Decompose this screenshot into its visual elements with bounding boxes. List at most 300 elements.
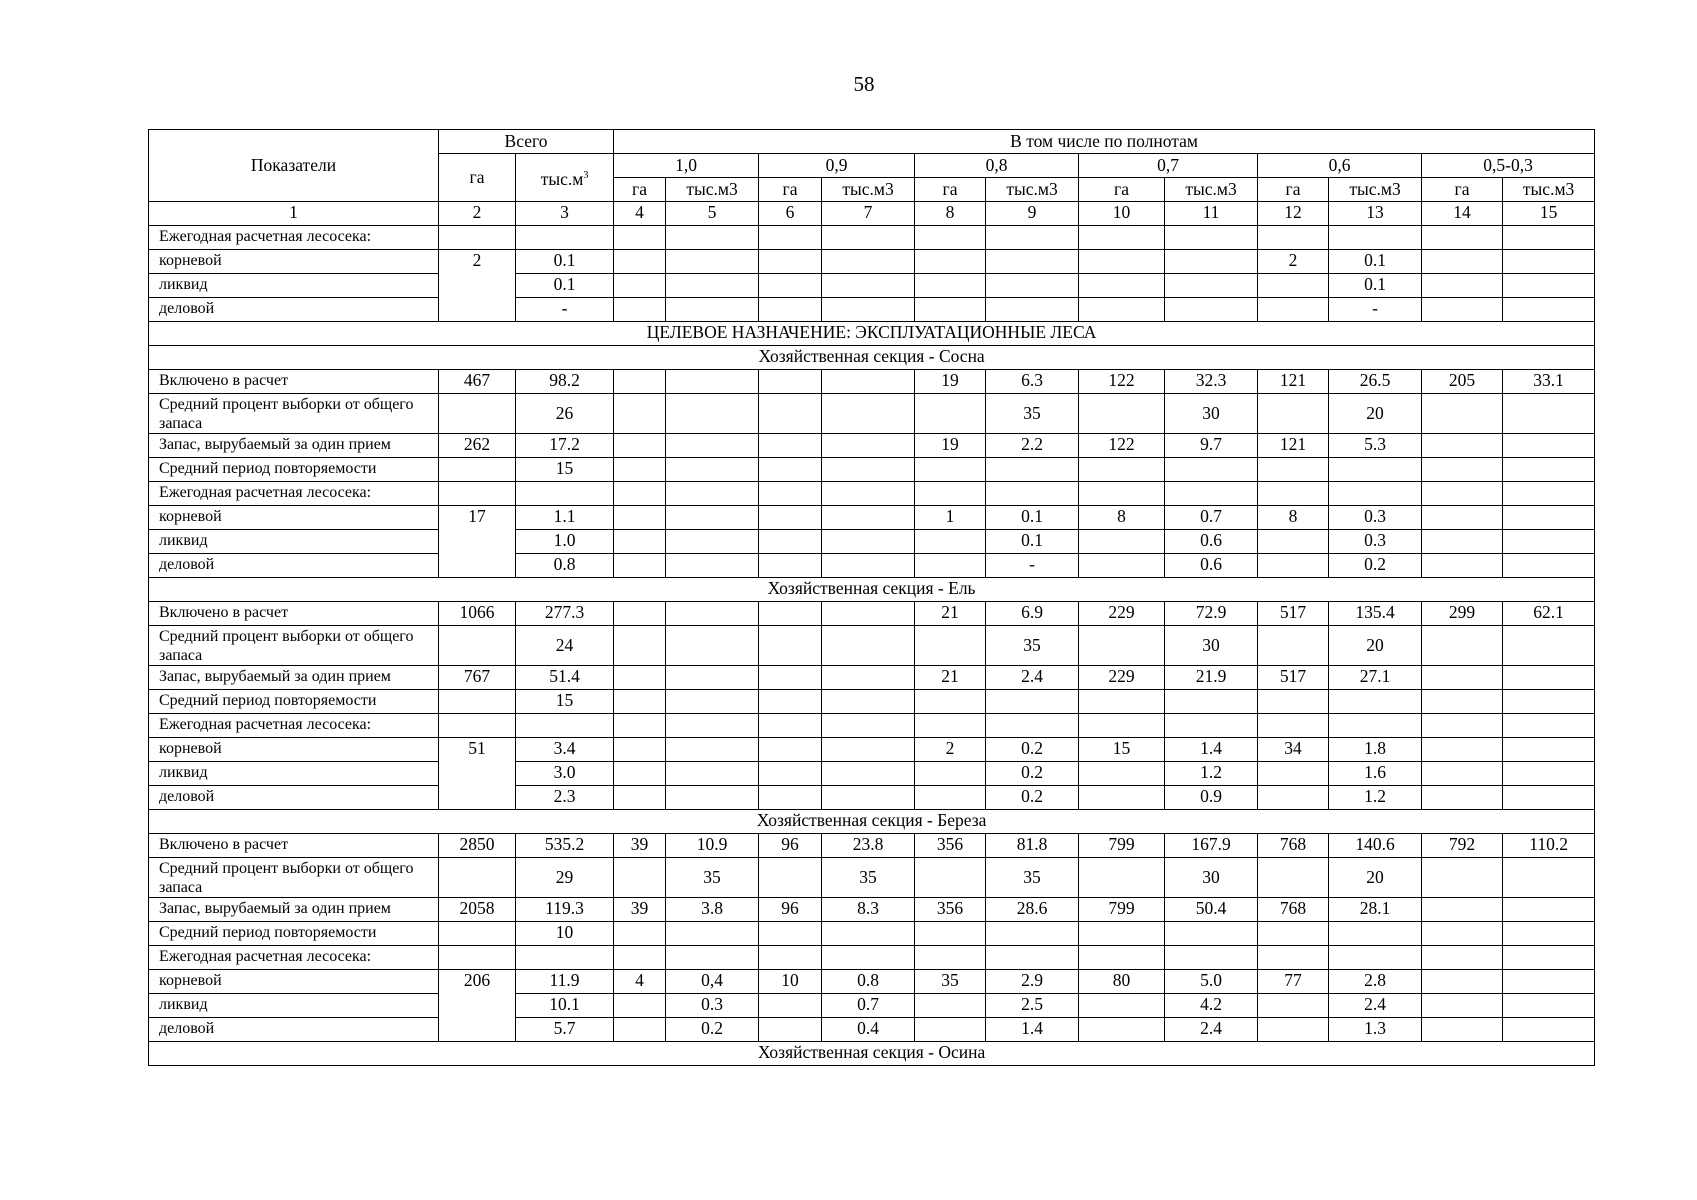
table-cell [1329,946,1422,970]
header-sub-ha: га [759,178,822,202]
table-cell: 2058 [439,898,516,922]
table-cell [1258,554,1329,578]
table-cell: 23.8 [822,834,915,858]
row-label: Средний процент выборки от общего запаса [149,626,439,666]
table-cell: 62.1 [1503,602,1595,626]
table-cell: 0.4 [822,1018,915,1042]
column-numbers-row [149,202,1595,226]
table-cell: 34 [1258,738,1329,762]
table-cell [614,250,666,274]
table-cell [1258,690,1329,714]
table-cell [1329,714,1422,738]
table-cell [1079,762,1165,786]
table-cell [822,298,915,322]
table-cell: 29 [516,858,614,898]
table-cell [439,458,516,482]
table-cell [1422,738,1503,762]
table-cell [1503,922,1595,946]
table-cell: 229 [1079,666,1165,690]
table-cell [915,1018,986,1042]
table-cell [1422,946,1503,970]
table-cell [759,458,822,482]
table-cell: 0.6 [1165,554,1258,578]
table-cell [915,274,986,298]
table-cell [614,738,666,762]
header-indicators: Показатели [149,130,439,202]
table-cell: 32.3 [1165,370,1258,394]
table-cell [614,922,666,946]
table-cell [1422,554,1503,578]
header-sub-m3: тыс.м3 [666,178,759,202]
table-cell [915,858,986,898]
table-cell [614,530,666,554]
header-total-m3 [516,154,614,202]
table-cell [759,274,822,298]
table-cell [666,946,759,970]
table-cell: 122 [1079,434,1165,458]
table-cell [822,922,915,946]
table-cell [915,482,986,506]
table-cell: 2.8 [1329,970,1422,994]
row-label: Средний процент выборки от общего запаса [149,394,439,434]
header-total-ha: га [439,154,516,202]
table-cell [915,298,986,322]
table-cell: 15 [516,458,614,482]
table-cell: 0.1 [986,506,1079,530]
table-cell [915,922,986,946]
table-cell [759,482,822,506]
table-cell: 39 [614,898,666,922]
table-cell: 17 [439,506,516,578]
table-cell: 121 [1258,434,1329,458]
table-cell: 77 [1258,970,1329,994]
table-cell: 0.9 [1165,786,1258,810]
table-cell [439,690,516,714]
table-cell [614,274,666,298]
table-cell [439,858,516,898]
table-cell [666,482,759,506]
table-cell [1165,922,1258,946]
table-cell [1165,250,1258,274]
table-cell [822,666,915,690]
table-row [149,714,1595,738]
table-cell: 110.2 [1503,834,1595,858]
purpose-title-row [149,322,1595,346]
table-cell [1165,274,1258,298]
table-cell [516,482,614,506]
table-cell [666,738,759,762]
table-row [149,970,1595,994]
table-cell [759,602,822,626]
header-sub-ha: га [1079,178,1165,202]
table-cell [822,602,915,626]
table-cell: 98.2 [516,370,614,394]
table-cell [1329,482,1422,506]
table-cell [439,714,516,738]
table-cell [915,250,986,274]
table-row [149,458,1595,482]
table-cell: 768 [1258,834,1329,858]
table-cell [915,530,986,554]
table-cell [1258,530,1329,554]
table-cell: 277.3 [516,602,614,626]
table-cell [614,434,666,458]
table-cell [1165,298,1258,322]
table-cell [986,714,1079,738]
table-cell [986,922,1079,946]
table-cell: 262 [439,434,516,458]
table-cell [614,786,666,810]
table-cell [1503,274,1595,298]
table-cell: 0.7 [822,994,915,1018]
table-cell [614,226,666,250]
table-cell [1503,482,1595,506]
table-cell: 30 [1165,858,1258,898]
table-cell: 1 [915,506,986,530]
table-cell: 30 [1165,394,1258,434]
table-row [149,274,1595,298]
header-by-density: В том числе по полнотам [614,130,1595,154]
table-cell [1422,298,1503,322]
table-cell [822,690,915,714]
table-cell: 2 [1258,250,1329,274]
table-cell: 206 [439,970,516,1042]
table-cell [1079,458,1165,482]
table-cell: 10 [516,922,614,946]
header-density-2: 0,9 [759,154,915,178]
table-row [149,482,1595,506]
table-body [149,130,1595,1066]
table-cell: 28.6 [986,898,1079,922]
table-cell: 167.9 [1165,834,1258,858]
table-cell: 21.9 [1165,666,1258,690]
table-cell [1258,458,1329,482]
column-number: 12 [1258,202,1329,226]
section-title-row [149,346,1595,370]
header-sub-ha: га [1422,178,1503,202]
table-cell [822,626,915,666]
column-number: 10 [1079,202,1165,226]
table-cell: 0.1 [1329,250,1422,274]
table-cell [666,298,759,322]
table-cell: 81.8 [986,834,1079,858]
header-sub-ha: га [915,178,986,202]
header-total-m3-base: тыс.м [540,168,584,189]
table-cell [986,250,1079,274]
table-cell: 51 [439,738,516,810]
table-cell: 8.3 [822,898,915,922]
table-cell [614,666,666,690]
table-cell [614,946,666,970]
table-cell: 26.5 [1329,370,1422,394]
table-cell [1503,714,1595,738]
table-cell: 121 [1258,370,1329,394]
table-cell [1503,226,1595,250]
table-row [149,602,1595,626]
table-cell [1079,994,1165,1018]
table-cell [1079,394,1165,434]
table-cell: 0.8 [822,970,915,994]
table-cell: 1.4 [986,1018,1079,1042]
table-cell [759,714,822,738]
table-cell [666,530,759,554]
table-cell [516,226,614,250]
table-cell [759,298,822,322]
table-cell [516,946,614,970]
table-cell [614,602,666,626]
table-cell [1503,738,1595,762]
table-cell [822,946,915,970]
table-cell: 5.7 [516,1018,614,1042]
table-cell: 5.3 [1329,434,1422,458]
table-cell: 4 [614,970,666,994]
table-cell [1258,1018,1329,1042]
table-cell [1422,482,1503,506]
table-cell: 26 [516,394,614,434]
row-label: Средний период повторяемости [149,458,439,482]
header-density-6: 0,5-0,3 [1422,154,1595,178]
table-cell: 0.1 [1329,274,1422,298]
table-row [149,946,1595,970]
table-row [149,434,1595,458]
table-cell: 6.3 [986,370,1079,394]
table-cell: 80 [1079,970,1165,994]
table-cell: 35 [986,394,1079,434]
table-cell [1422,226,1503,250]
table-cell [614,554,666,578]
table-cell [614,690,666,714]
purpose-title: ЦЕЛЕВОЕ НАЗНАЧЕНИЕ: ЭКСПЛУАТАЦИОННЫЕ ЛЕСА [149,322,1595,346]
table-cell: - [986,554,1079,578]
table-cell [915,994,986,1018]
table-cell [759,250,822,274]
table-cell [759,554,822,578]
table-cell [1079,250,1165,274]
table-cell [1258,482,1329,506]
header-density-1: 1,0 [614,154,759,178]
row-label: Включено в расчет [149,602,439,626]
table-cell: 1.1 [516,506,614,530]
table-row [149,394,1595,434]
table-cell [666,506,759,530]
table-cell [1503,898,1595,922]
row-label: ликвид [149,994,439,1018]
row-label: Ежегодная расчетная лесосека: [149,482,439,506]
table-cell: 1.4 [1165,738,1258,762]
table-cell: 768 [1258,898,1329,922]
table-cell [759,506,822,530]
table-cell: 35 [915,970,986,994]
table-cell [666,434,759,458]
table-cell: 229 [1079,602,1165,626]
table-cell [822,530,915,554]
table-cell [759,994,822,1018]
table-cell [915,458,986,482]
header-row-1 [149,130,1595,154]
table-row [149,922,1595,946]
column-number: 3 [516,202,614,226]
table-cell [1422,922,1503,946]
table-cell [666,370,759,394]
table-row [149,858,1595,898]
table-cell [1503,506,1595,530]
row-label: Средний процент выборки от общего запаса [149,858,439,898]
table-cell: 0.2 [1329,554,1422,578]
header-sub-m3: тыс.м3 [986,178,1079,202]
table-cell [516,714,614,738]
table-cell: 0.3 [666,994,759,1018]
table-cell [439,946,516,970]
table-cell: 140.6 [1329,834,1422,858]
table-cell [1422,394,1503,434]
table-cell [1079,554,1165,578]
row-label: Запас, вырубаемый за один прием [149,898,439,922]
column-number: 15 [1503,202,1595,226]
table-cell [759,394,822,434]
table-cell [759,434,822,458]
table-cell [1258,922,1329,946]
header-sub-m3: тыс.м3 [1329,178,1422,202]
table-cell: 39 [614,834,666,858]
row-label: Средний период повторяемости [149,690,439,714]
column-number: 9 [986,202,1079,226]
table-cell [1079,530,1165,554]
table-cell: 72.9 [1165,602,1258,626]
table-row [149,666,1595,690]
table-cell [439,626,516,666]
table-row [149,1018,1595,1042]
table-cell: 0.2 [986,786,1079,810]
table-cell [1503,298,1595,322]
table-cell [1258,274,1329,298]
row-label: корневой [149,506,439,530]
table-cell [1258,714,1329,738]
table-cell: 3.8 [666,898,759,922]
table-row [149,690,1595,714]
table-cell [666,922,759,946]
row-label: Запас, вырубаемый за один прием [149,666,439,690]
row-label: корневой [149,970,439,994]
row-label: Включено в расчет [149,370,439,394]
table-cell [822,458,915,482]
table-cell [1329,690,1422,714]
table-cell [666,250,759,274]
table-cell [822,762,915,786]
table-cell: 517 [1258,602,1329,626]
table-cell [915,762,986,786]
header-sub-ha: га [614,178,666,202]
table-cell: 2 [439,250,516,322]
table-cell [1503,946,1595,970]
table-cell: 0.7 [1165,506,1258,530]
table-cell: 535.2 [516,834,614,858]
table-cell [822,226,915,250]
table-row [149,554,1595,578]
row-label: деловой [149,786,439,810]
column-number: 5 [666,202,759,226]
table-cell [614,626,666,666]
table-cell: 2.3 [516,786,614,810]
table-cell: 30 [1165,626,1258,666]
table-cell: 5.0 [1165,970,1258,994]
table-cell: 356 [915,834,986,858]
table-cell: 1.3 [1329,1018,1422,1042]
table-cell [822,394,915,434]
table-cell: 50.4 [1165,898,1258,922]
table-cell [1503,690,1595,714]
table-cell: 517 [1258,666,1329,690]
table-row [149,226,1595,250]
table-row [149,762,1595,786]
row-label: деловой [149,554,439,578]
table-cell: 21 [915,602,986,626]
table-row [149,738,1595,762]
table-cell [822,506,915,530]
table-row [149,530,1595,554]
table-cell [759,762,822,786]
row-label: Ежегодная расчетная лесосека: [149,946,439,970]
table-cell [759,530,822,554]
table-cell [759,370,822,394]
table-cell [666,786,759,810]
table-cell: 799 [1079,834,1165,858]
table-cell: 1.6 [1329,762,1422,786]
table-cell [666,714,759,738]
table-cell [1258,994,1329,1018]
table-cell [759,690,822,714]
table-cell [1079,922,1165,946]
table-cell: 15 [1079,738,1165,762]
table-cell: 467 [439,370,516,394]
table-cell [439,226,516,250]
row-label: Запас, вырубаемый за один прием [149,434,439,458]
table-cell [1079,482,1165,506]
table-cell: 51.4 [516,666,614,690]
table-cell [1422,274,1503,298]
table-cell [915,714,986,738]
table-cell [439,922,516,946]
table-cell: 1.2 [1165,762,1258,786]
table-cell [1079,226,1165,250]
table-row [149,626,1595,666]
table-cell: 35 [666,858,759,898]
table-cell [915,690,986,714]
table-cell [1079,274,1165,298]
table-cell: 21 [915,666,986,690]
table-cell [759,858,822,898]
column-number: 1 [149,202,439,226]
table-cell [822,554,915,578]
table-cell [822,786,915,810]
table-cell [1503,1018,1595,1042]
header-density-4: 0,7 [1079,154,1258,178]
table-cell: 799 [1079,898,1165,922]
table-cell [915,946,986,970]
table-cell [759,226,822,250]
table-cell [1422,786,1503,810]
table-cell [1258,226,1329,250]
table-cell: 20 [1329,858,1422,898]
row-label: Ежегодная расчетная лесосека: [149,226,439,250]
table-cell: 20 [1329,394,1422,434]
table-row [149,898,1595,922]
table-cell: 122 [1079,370,1165,394]
table-cell [1422,1018,1503,1042]
table-cell [1422,714,1503,738]
table-cell: 19 [915,434,986,458]
table-cell [986,226,1079,250]
section-title: Хозяйственная секция - Береза [149,810,1595,834]
